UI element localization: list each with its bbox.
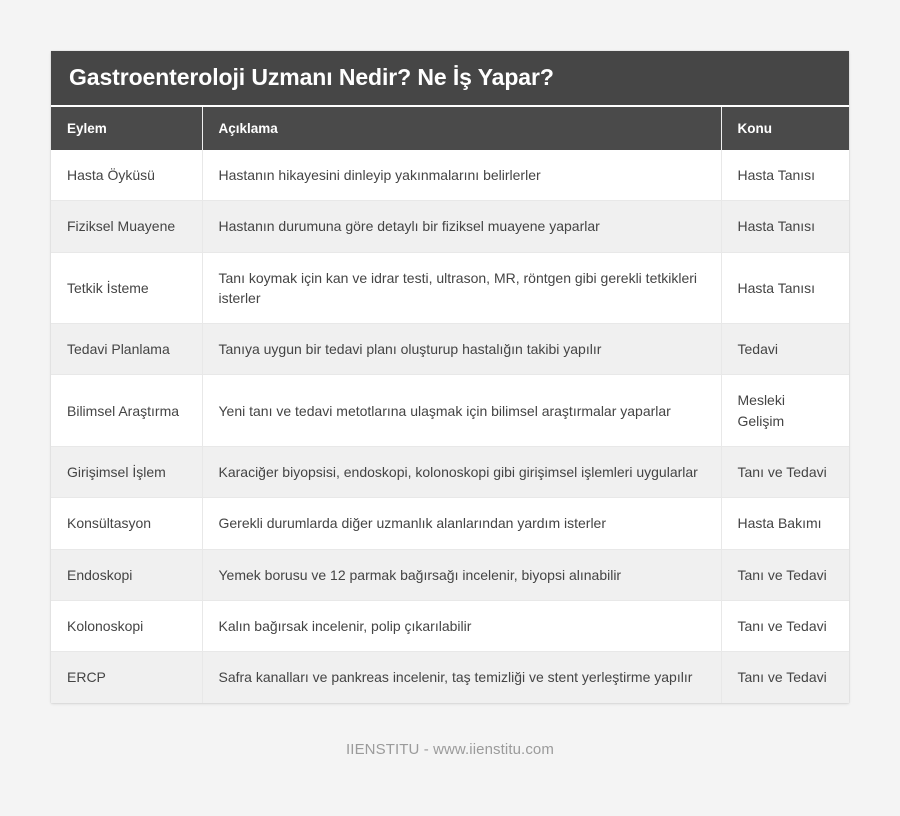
cell-aciklama: Tanı koymak için kan ve idrar testi, ultrason, MR, röntgen gibi gerekli tetkikleri isterler <box>202 252 721 324</box>
cell-eylem: Tedavi Planlama <box>51 324 202 375</box>
cell-eylem: Hasta Öyküsü <box>51 150 202 201</box>
column-header-aciklama: Açıklama <box>202 107 721 150</box>
cell-eylem: Endoskopi <box>51 549 202 600</box>
cell-konu: Hasta Bakımı <box>721 498 849 549</box>
cell-konu: Tanı ve Tedavi <box>721 600 849 651</box>
cell-konu: Tanı ve Tedavi <box>721 652 849 703</box>
cell-konu: Hasta Tanısı <box>721 201 849 252</box>
table-row <box>51 150 849 201</box>
table-head <box>51 107 849 150</box>
card-title-bar <box>51 51 849 107</box>
cell-aciklama: Safra kanalları ve pankreas incelenir, taş temizliği ve stent yerleştirme yapılır <box>202 652 721 703</box>
cell-aciklama: Hastanın hikayesini dinleyip yakınmalarını belirlerler <box>202 150 721 201</box>
column-header-eylem: Eylem <box>51 107 202 150</box>
table-row <box>51 252 849 324</box>
footer-credit: IIENSTITU - www.iienstitu.com <box>346 741 554 758</box>
cell-eylem: Tetkik İsteme <box>51 252 202 324</box>
cell-aciklama: Kalın bağırsak incelenir, polip çıkarılabilir <box>202 600 721 651</box>
cell-aciklama: Yeni tanı ve tedavi metotlarına ulaşmak için bilimsel araştırmalar yaparlar <box>202 375 721 447</box>
cell-konu: Tanı ve Tedavi <box>721 549 849 600</box>
table-row <box>51 549 849 600</box>
cell-konu: Mesleki Gelişim <box>721 375 849 447</box>
cell-eylem: Kolonoskopi <box>51 600 202 651</box>
column-header-konu: Konu <box>721 107 849 150</box>
table-row <box>51 652 849 703</box>
cell-konu: Hasta Tanısı <box>721 252 849 324</box>
cell-konu: Hasta Tanısı <box>721 150 849 201</box>
cell-aciklama: Tanıya uygun bir tedavi planı oluşturup hastalığın takibi yapılır <box>202 324 721 375</box>
table-row <box>51 324 849 375</box>
cell-aciklama: Karaciğer biyopsisi, endoskopi, kolonoskopi gibi girişimsel işlemleri uygularlar <box>202 447 721 498</box>
cell-eylem: Fiziksel Muayene <box>51 201 202 252</box>
cell-eylem: Konsültasyon <box>51 498 202 549</box>
cell-aciklama: Hastanın durumuna göre detaylı bir fiziksel muayene yaparlar <box>202 201 721 252</box>
cell-konu: Tedavi <box>721 324 849 375</box>
cell-aciklama: Gerekli durumlarda diğer uzmanlık alanlarından yardım isterler <box>202 498 721 549</box>
cell-konu: Tanı ve Tedavi <box>721 447 849 498</box>
table-row <box>51 375 849 447</box>
cell-eylem: ERCP <box>51 652 202 703</box>
table-body <box>51 150 849 703</box>
cell-aciklama: Yemek borusu ve 12 parmak bağırsağı incelenir, biyopsi alınabilir <box>202 549 721 600</box>
page-title: Gastroenteroloji Uzmanı Nedir? Ne İş Yapar? <box>69 64 554 91</box>
cell-eylem: Bilimsel Araştırma <box>51 375 202 447</box>
table-header-row <box>51 107 849 150</box>
actions-table <box>51 107 849 703</box>
cell-eylem: Girişimsel İşlem <box>51 447 202 498</box>
table-row <box>51 600 849 651</box>
info-table-card <box>51 51 849 703</box>
table-row <box>51 498 849 549</box>
table-row <box>51 447 849 498</box>
table-row <box>51 201 849 252</box>
